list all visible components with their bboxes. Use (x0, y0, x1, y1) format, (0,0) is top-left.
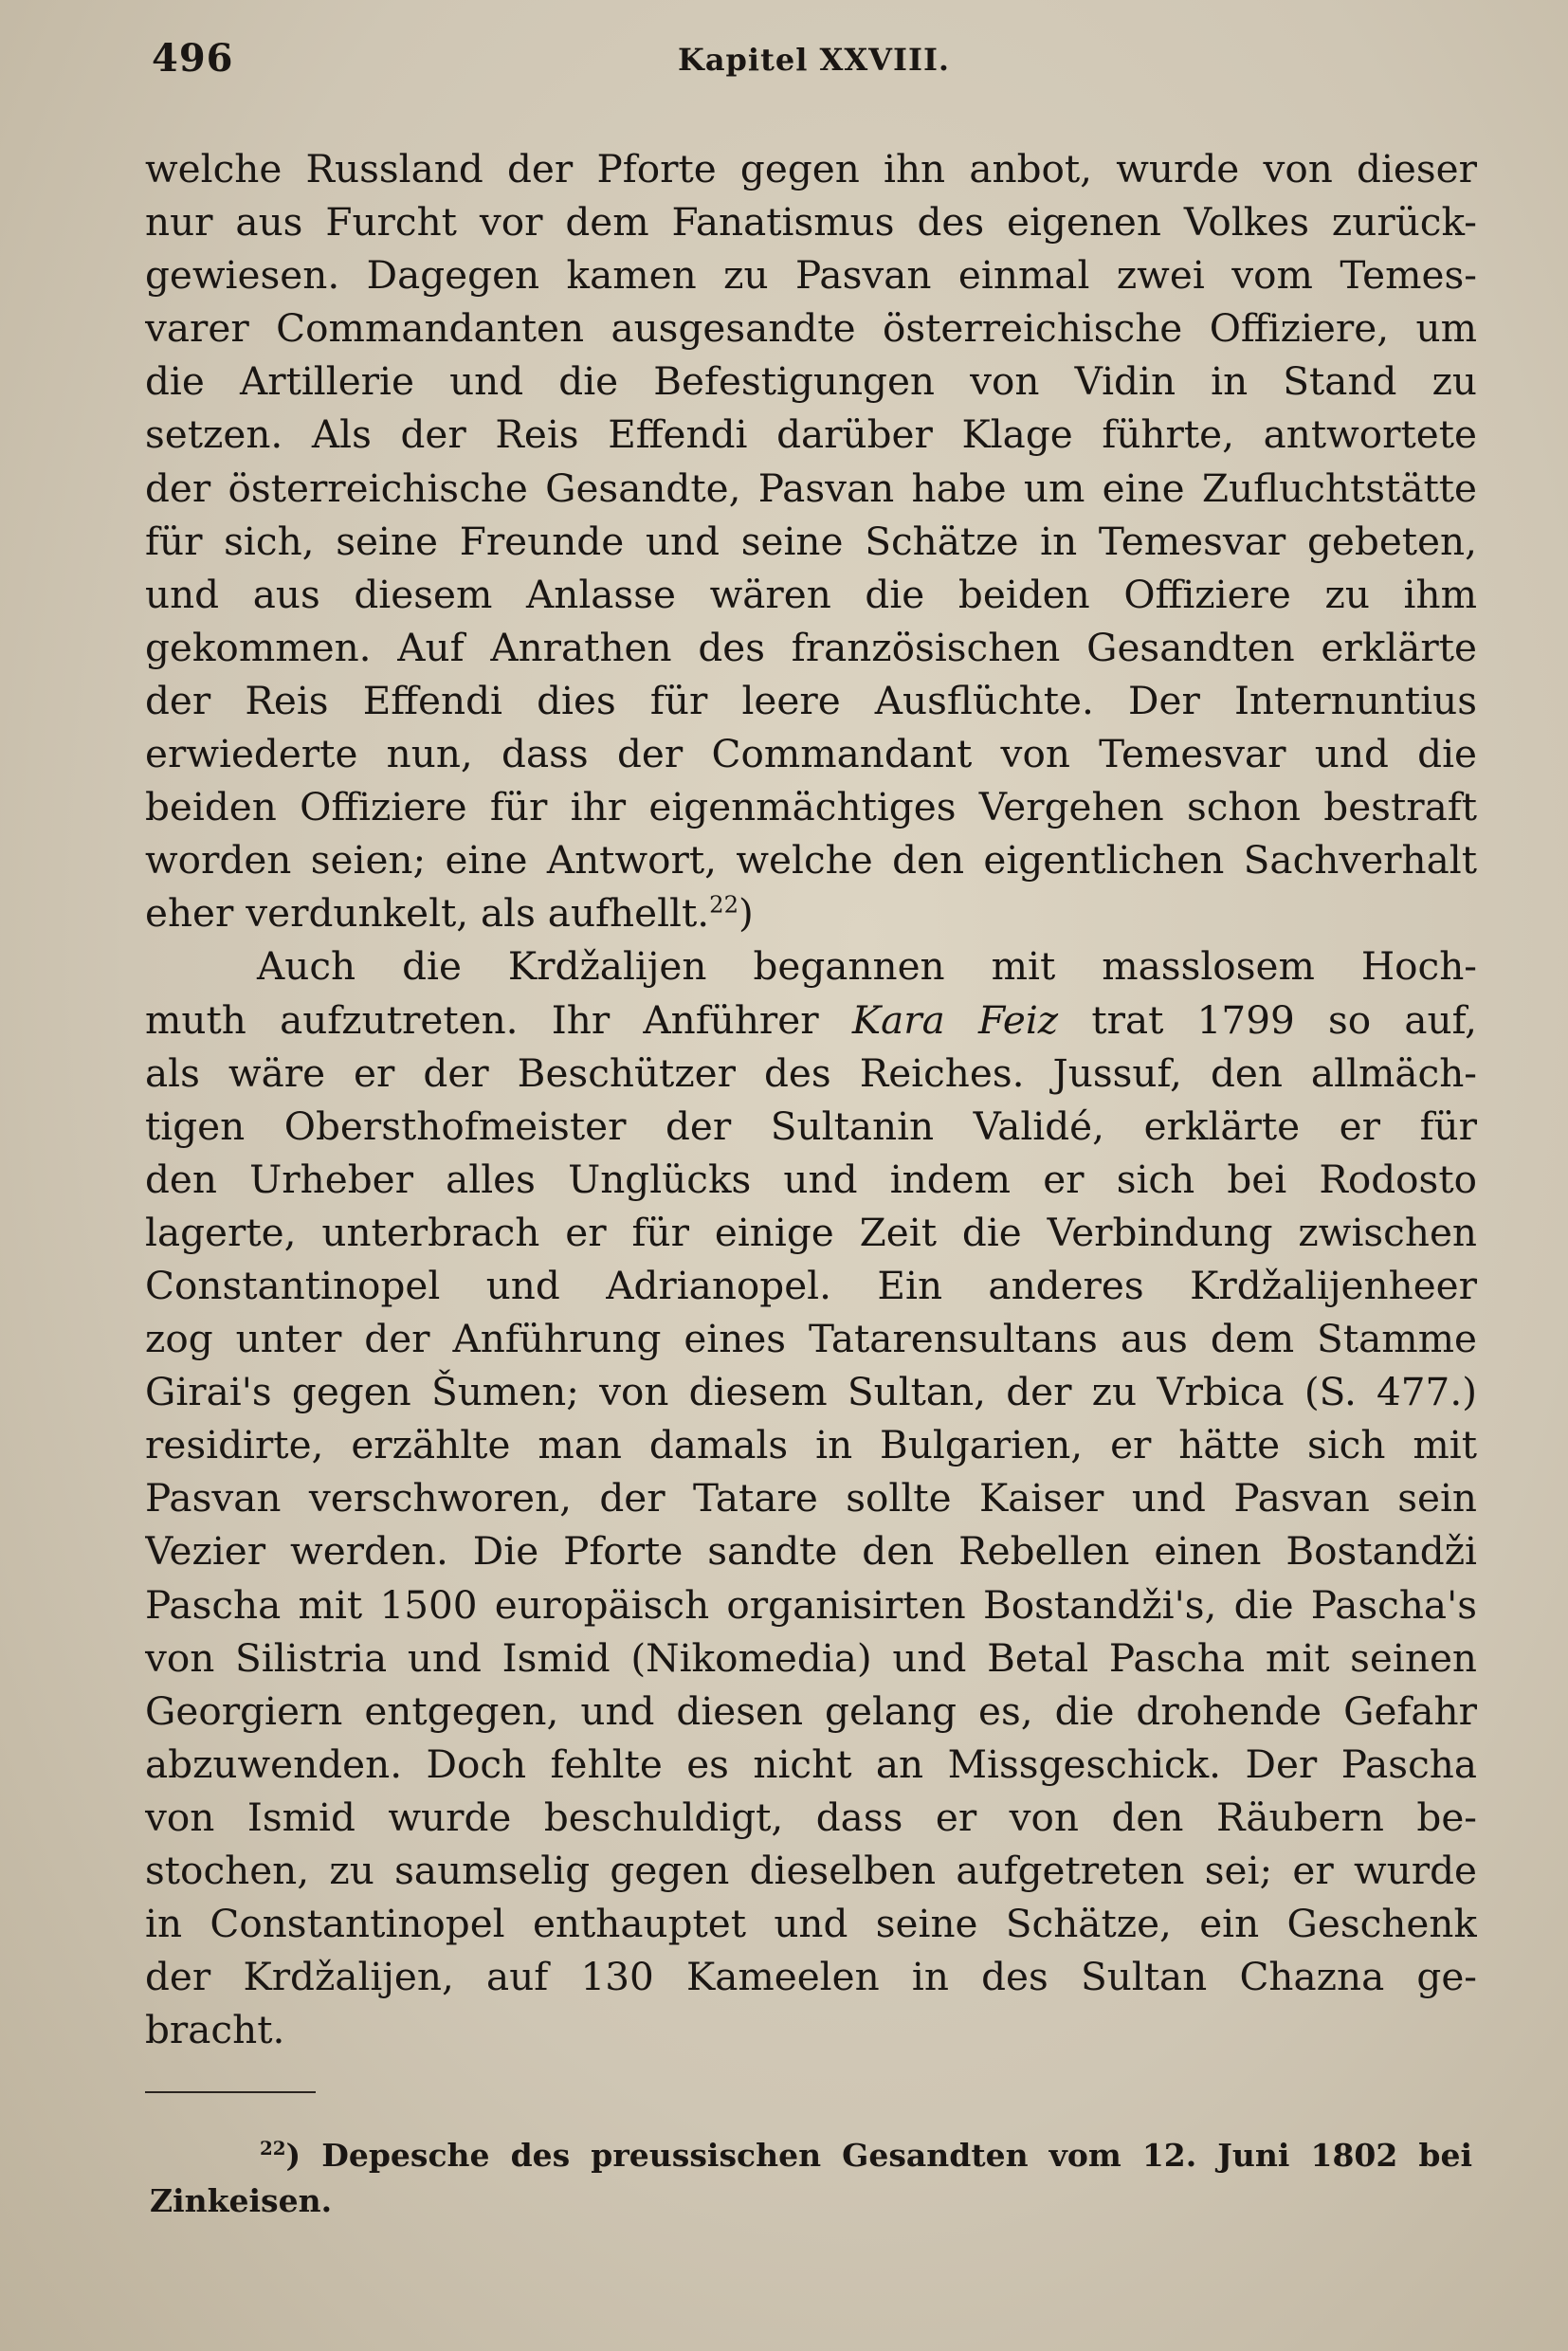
text-line: der Krdžalijen, auf 130 Kameelen in des Sultan Chazna ge- (145, 1954, 1477, 2000)
text-line: abzuwenden. Doch fehlte es nicht an Missgeschick. Der Pascha (145, 1740, 1477, 1787)
footnote-divider (145, 2091, 316, 2093)
text-line: zog unter der Anführung eines Tatarensultans aus dem Stamme (145, 1316, 1477, 1362)
text-line: varer Commandanten ausgesandte österreichische Offiziere, um (145, 305, 1477, 352)
text-line: gewiesen. Dagegen kamen zu Pasvan einmal zwei vom Temes- (145, 252, 1477, 299)
footnote-reference: 22 (709, 890, 739, 919)
text-line: Vezier werden. Die Pforte sandte den Rebellen einen Bostandži (145, 1528, 1477, 1575)
text-line: Pasvan verschworen, der Tatare sollte Kaiser und Pasvan sein (145, 1475, 1477, 1522)
text-line: für sich, seine Freunde und seine Schätze in Temesvar gebeten, (145, 518, 1477, 564)
closing-paren: ) (738, 890, 754, 937)
footnote (150, 2133, 1472, 2224)
text-line: Girai's gegen Šumen; von diesem Sultan, der zu Vrbica (S. 477.) (145, 1369, 1477, 1415)
text-line: erwiederte nun, dass der Commandant von Temesvar und die (145, 731, 1477, 777)
text-line: Constantinopel und Adrianopel. Ein anderes Krdžalijenheer (145, 1262, 1477, 1308)
text-line (145, 886, 1477, 939)
text-line: lagerte, unterbrach er für einige Zeit die Verbindung zwischen (145, 1209, 1477, 1255)
text-line: von Silistria und Ismid (Nikomedia) und Betal Pascha mit seinen (145, 1634, 1477, 1681)
text-line: gekommen. Auf Anrathen des französischen Gesandten erklärte (145, 624, 1477, 670)
text-line: setzen. Als der Reis Effendi darüber Klage führte, antwortete (145, 411, 1477, 458)
text-line (145, 993, 1477, 1047)
text-line: die Artillerie und die Befestigungen von Vidin in Stand zu (145, 358, 1477, 405)
text-line: welche Russland der Pforte gegen ihn anbot, wurde von dieser (145, 146, 1477, 191)
text-line: worden seien; eine Antwort, welche den eigentlichen Sachverhalt (145, 837, 1477, 884)
text-line: Georgiern entgegen, und diesen gelang es, die drohende Gefahr (145, 1687, 1477, 1734)
text-line: der österreichische Gesandte, Pasvan habe um eine Zufluchtstätte (145, 465, 1477, 511)
text-line: residirte, erzählte man damals in Bulgarien, er hätte sich mit (145, 1422, 1477, 1468)
text-line: den Urheber alles Unglücks und indem er sich bei Rodosto (145, 1156, 1477, 1202)
last-line-text: eher verdunkelt, als aufhellt. (145, 890, 710, 937)
text-line: stochen, zu saumselig gegen dieselben aufgetreten sei; er wurde (145, 1848, 1477, 1893)
text-line: tigen Obersthofmeister der Sultanin Validé, erklärte er für (145, 1103, 1477, 1149)
text-line: der Reis Effendi dies für leere Ausflüchte. Der Internuntius (145, 677, 1477, 723)
line-text: muth aufzutreten. Ihr Anführer (145, 996, 819, 1043)
body-text (145, 142, 1477, 2056)
text-line: und aus diesem Anlasse wären die beiden Offiziere zu ihm (145, 571, 1477, 617)
paragraph-2 (145, 939, 1477, 2056)
line-text: trat 1799 so auf, (1091, 996, 1477, 1043)
text-line: Pascha mit 1500 europäisch organisirten Bostandži's, die Pascha's (145, 1581, 1477, 1628)
text-line: beiden Offiziere für ihr eigenmächtiges Vergehen schon bestraft (145, 784, 1477, 830)
footnote-number: 22 (260, 2137, 286, 2160)
text-line: von Ismid wurde beschuldigt, dass er von den Räubern be- (145, 1794, 1477, 1840)
italic-name: Kara Feiz (851, 996, 1059, 1043)
footnote-text: ) Depesche des preussischen Gesandten vom 12. Juni 1802 bei (285, 2137, 1472, 2174)
page-header (152, 36, 1479, 93)
page-number: 496 (152, 36, 234, 81)
footnote-line: Zinkeisen. (150, 2182, 333, 2219)
text-line: als wäre er der Beschützer des Reiches. Jussuf, den allmäch- (145, 1049, 1477, 1096)
paragraph-1 (145, 142, 1477, 939)
footnote-line (150, 2133, 1472, 2178)
text-line: nur aus Furcht vor dem Fanatismus des eigenen Volkes zurück- (145, 199, 1477, 246)
text-line: bracht. (145, 2007, 285, 2053)
text-line: in Constantinopel enthauptet und seine Schätze, ein Geschenk (145, 1901, 1477, 1947)
text-line: Auch die Krdžalijen begannen mit masslosem Hoch- (257, 943, 1477, 990)
running-head: Kapitel XXVIII. (678, 42, 951, 78)
